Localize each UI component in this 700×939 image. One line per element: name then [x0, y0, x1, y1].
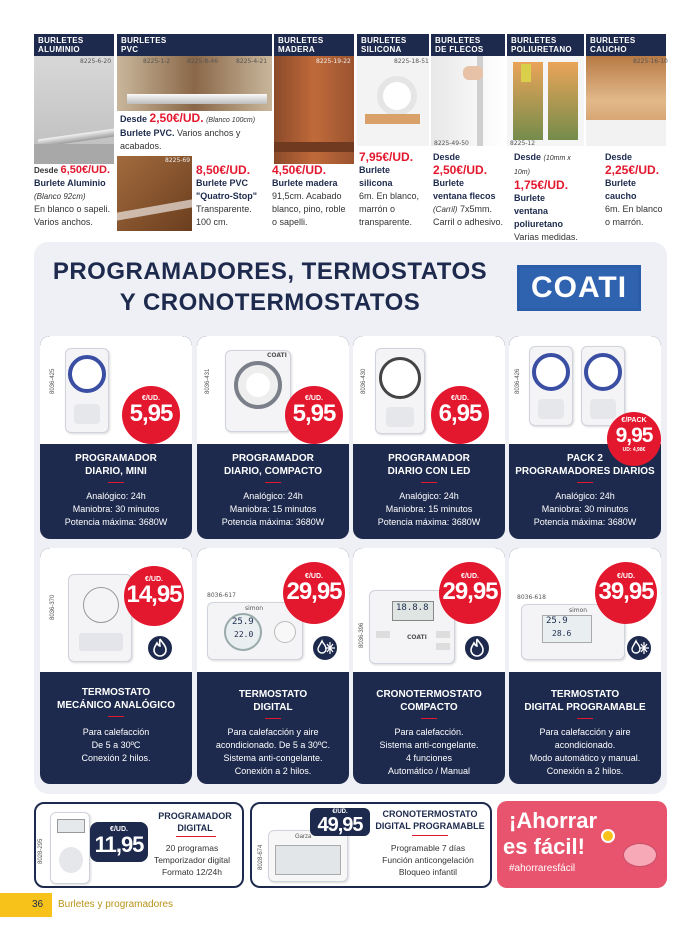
heating-cooling-icon — [311, 634, 339, 662]
product-card-programador-compacto[interactable] — [197, 336, 349, 539]
promo-hashtag: #ahorraresfácil — [509, 863, 576, 874]
product-name: PROGRAMADOR DIARIO, MINI — [75, 453, 157, 477]
product-card-programador-mini[interactable] — [40, 336, 192, 539]
product-card-termostato-digital[interactable] — [197, 548, 349, 784]
code-poliuretano: 8225-12 — [510, 140, 536, 147]
product-code: 8036-370 — [50, 594, 56, 620]
divider — [412, 835, 448, 836]
page-footer — [0, 893, 700, 917]
timer-device — [529, 346, 573, 426]
programmable-thermostat-device — [268, 830, 348, 882]
pvc-text: Desde 2,50€/UD. (Blanco 100cm) Burlete PVC. Varios anchos y acabados. — [120, 111, 256, 151]
timer-device — [375, 348, 425, 434]
thermostat-device — [68, 574, 132, 662]
product-card-cronotermostato-compacto[interactable] — [353, 548, 505, 784]
product-name: PROGRAMADOR DIGITAL — [158, 811, 232, 833]
product-name: PACK 2 PROGRAMADORES DIARIOS — [515, 453, 655, 477]
divider — [108, 482, 123, 483]
brand-simon: simon — [569, 607, 588, 614]
poliuretano-text: Desde (10mm x 10m) 1,75€/UD. Burlete ventana poliuretano Varias medidas. — [514, 152, 578, 242]
product-name: TERMOSTATO DIGITAL — [238, 689, 308, 713]
product-name: PROGRAMADOR DIARIO, COMPACTO — [224, 453, 322, 477]
header-flecos: BURLETES DE FLECOS — [431, 34, 505, 56]
divider — [421, 482, 436, 483]
product-desc: Para calefacción y aire acondicionado. De 5 a 30ºC. Sistema anti-congelante. Conexión a 2 hilos. — [215, 727, 331, 776]
heating-cooling-icon — [625, 634, 653, 662]
divider — [577, 718, 592, 719]
divider — [577, 482, 592, 483]
product-card-pack-2-programadores[interactable] — [509, 336, 661, 539]
product-code: 8036-431 — [205, 368, 211, 394]
poliuretano-photo — [507, 56, 584, 146]
heating-flame-icon — [146, 634, 174, 662]
caucho-photo — [586, 56, 666, 146]
flecos-text: Desde 2,50€/UD. Burlete ventana flecos (Carril) 7x5mm. Carril o adhesivo. — [433, 152, 504, 227]
brand-simon: simon — [245, 605, 264, 612]
product-name: PROGRAMADOR DIARIO CON LED — [387, 453, 471, 477]
madera-text: 4,50€/UD. Burlete madera 91,5cm. Acabado blanco, pino, roble o sapelli. — [272, 163, 346, 227]
coin-icon — [601, 829, 615, 843]
timer-device — [65, 348, 109, 433]
header-caucho: BURLETES CAUCHO — [586, 34, 666, 56]
display-set: 22.0 — [234, 630, 254, 639]
silicona-photo — [357, 56, 429, 146]
madera-photo — [274, 56, 354, 164]
product-box-programador-digital[interactable] — [34, 802, 244, 888]
brand-coati: COATI — [407, 634, 427, 641]
product-desc: Para calefacción. Sistema anti-congelante. 4 funciones Automático / Manual — [379, 727, 479, 776]
product-code: 8036-617 — [207, 592, 236, 599]
product-name: CRONOTERMOSTATO COMPACTO — [376, 689, 482, 713]
code-pvc-1: 8225-1-2 — [143, 58, 171, 65]
display-temp: 25.9 — [232, 617, 254, 627]
product-desc: Analógico: 24h Maniobra: 15 minutos Potencia máxima: 3680W — [377, 491, 481, 527]
product-code: 8036-618 — [517, 594, 546, 601]
price-badge: €/UD. 5,95 — [285, 386, 343, 444]
product-desc: Analógico: 24h Maniobra: 30 minutos Potencia máxima: 3680W — [64, 491, 168, 527]
code-flecos: 8225-49-50 — [434, 140, 469, 147]
silicona-text: 7,95€/UD. Burlete silicona 6m. En blanco, marrón o transparente. — [359, 150, 420, 227]
header-silicona: BURLETES SILICONA — [357, 34, 429, 56]
price-badge: €/UD. 14,95 — [124, 566, 184, 626]
header-pvc: BURLETES PVC — [117, 34, 272, 56]
page-number: 36 — [32, 899, 44, 910]
price-badge: €/UD. 29,95 — [283, 562, 345, 624]
price-badge: €/UD. 39,95 — [595, 562, 657, 624]
product-name: CRONOTERMOSTATO DIGITAL PROGRAMABLE — [375, 809, 485, 831]
product-card-termostato-programable[interactable] — [509, 548, 661, 784]
section-title-line1: PROGRAMADORES, TERMOSTATOS — [52, 258, 488, 285]
product-desc: Programable 7 días Función anticongelación Bloqueo infantil — [382, 843, 474, 877]
ahorrar-promo-banner[interactable] — [497, 801, 667, 888]
product-name: TERMOSTATO MECÁNICO ANALÓGICO — [57, 687, 175, 711]
code-aluminio: 8225-6-20 — [80, 58, 112, 65]
product-desc: Analógico: 24h Maniobra: 15 minutos Potencia máxima: 3680W — [221, 491, 325, 527]
product-code: 8028-674 — [258, 844, 264, 870]
product-card-termostato-mecanico[interactable] — [40, 548, 192, 784]
section-title-line2: Y CRONOTERMOSTATOS — [119, 289, 421, 316]
price-badge: €/PACK 9,95 UD: 4,98€ — [607, 412, 661, 466]
product-code: 8036-396 — [359, 622, 365, 648]
product-name: TERMOSTATO DIGITAL PROGRAMABLE — [524, 689, 646, 713]
product-box-cronotermostato-programable[interactable] — [250, 802, 492, 888]
price-badge: €/UD. 49,95 — [310, 808, 370, 836]
product-code: 8036-426 — [515, 368, 521, 394]
pvc-quatro-text: 8,50€/UD. Burlete PVC "Quatro-Stop" Transparente. 100 cm. — [196, 163, 258, 227]
price-badge: €/UD. 6,95 — [431, 386, 489, 444]
caucho-text: Desde 2,25€/UD. Burlete caucho 6m. En blanco o marrón. — [605, 152, 663, 227]
product-code: 8036-425 — [50, 368, 56, 394]
promo-line1: ¡Ahorrar — [509, 808, 598, 833]
code-caucho: 8225-16-10 — [633, 58, 668, 65]
product-code: 8028-295 — [38, 838, 44, 864]
price-badge: €/UD. 5,95 — [122, 386, 180, 444]
code-silicona: 8225-18-51 — [394, 58, 429, 65]
pvc-quatro-photo — [117, 156, 192, 231]
coati-logo: COATI — [517, 265, 641, 311]
display-set: 28.6 — [552, 629, 572, 638]
divider — [265, 482, 280, 483]
digital-timer-device — [50, 812, 90, 884]
brand-coati: COATI — [267, 352, 287, 359]
product-code: 8036-430 — [361, 368, 367, 394]
price-badge: €/UD. 29,95 — [439, 562, 501, 624]
divider — [421, 718, 436, 719]
aluminio-photo — [34, 56, 114, 164]
code-pvc-3: 8225-4-21 — [236, 58, 268, 65]
piggy-bank-icon — [623, 843, 657, 867]
timer-device — [225, 350, 291, 432]
timer-device — [581, 346, 625, 426]
flecos-photo — [431, 56, 505, 146]
header-aluminio: BURLETES ALUMINIO — [34, 34, 114, 56]
price-badge: €/UD. 11,95 — [90, 822, 148, 862]
promo-line2: es fácil! — [503, 834, 585, 859]
divider — [108, 716, 123, 717]
code-madera: 8225-19-22 — [316, 58, 351, 65]
divider — [265, 718, 280, 719]
page-number-box — [0, 893, 52, 917]
heating-flame-icon — [463, 634, 491, 662]
product-desc: 20 programas Temporizador digital Formato 12/24h — [153, 843, 231, 877]
display-temp: 25.9 — [546, 616, 568, 626]
code-pvc-2: 8225-8-46 — [187, 58, 219, 65]
product-desc: Analógico: 24h Maniobra: 30 minutos Potencia máxima: 3680W — [533, 491, 637, 527]
product-card-programador-led[interactable] — [353, 336, 505, 539]
aluminio-text: Desde 6,50€/UD. Burlete Aluminio (Blanco 92cm) En blanco o sapeli. Varios anchos. — [34, 164, 111, 227]
display-clock: 18.8.8 — [396, 603, 429, 613]
product-desc: Para calefacción y aire acondicionado. Modo automático y manual. Conexión a 2 hilos. — [529, 727, 641, 776]
header-madera: BURLETES MADERA — [274, 34, 354, 56]
brand-garza: Garza — [295, 834, 312, 840]
product-desc: Para calefacción De 5 a 30ºC Conexión 2 hilos. — [81, 727, 151, 763]
footer-section-name: Burletes y programadores — [58, 899, 174, 910]
header-poliuretano: BURLETES POLIURETANO — [507, 34, 584, 56]
code-pvc-quatro: 8225-69 — [165, 157, 191, 164]
divider — [176, 836, 216, 837]
